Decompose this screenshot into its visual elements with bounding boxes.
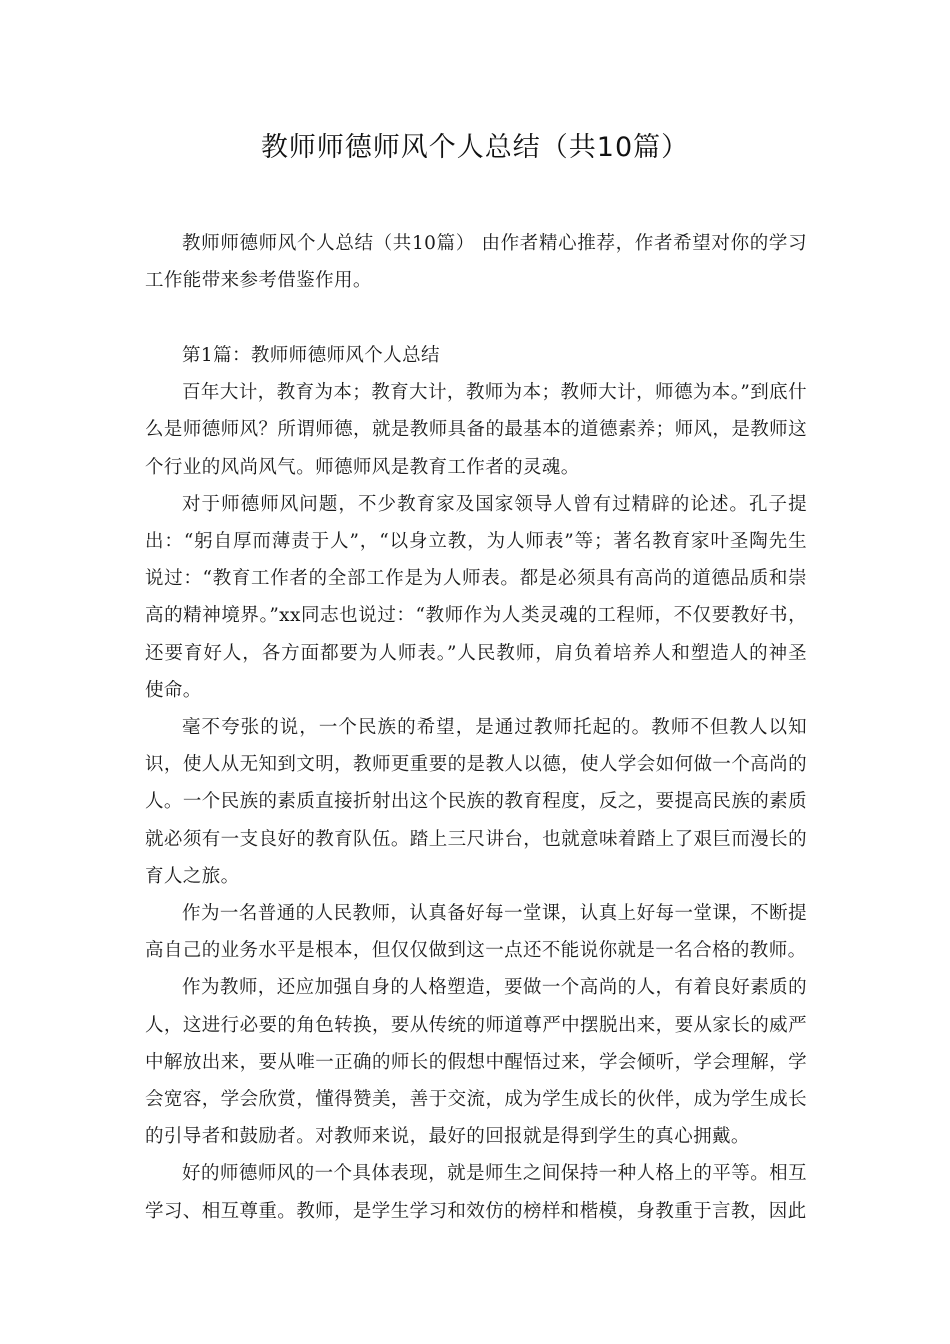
intro-paragraph: 教师师德师风个人总结（共10篇） 由作者精心推荐，作者希望对你的学习工作能带来参考借鉴作用。	[145, 233, 807, 292]
body-paragraph-6: 好的师德师风的一个具体表现，就是师生之间保持一种人格上的平等。相互学习、相互尊重。教师，是学生学习和效仿的榜样和楷模，身教重于言教，因此	[145, 1163, 807, 1222]
body-paragraph-1: 百年大计，教育为本；教育大计，教师为本；教师大计，师德为本。”到底什么是师德师风？所谓师德，就是教师具备的最基本的道德素养；师风，是教师这个行业的风尚风气。师德师风是教育工作者的灵魂。	[145, 382, 807, 478]
body-paragraph-4: 作为一名普通的人民教师，认真备好每一堂课，认真上好每一堂课，不断提高自己的业务水平是根本，但仅仅做到这一点还不能说你就是一名合格的教师。	[145, 903, 807, 962]
body-paragraph-2: 对于师德师风问题，不少教育家及国家领导人曾有过精辟的论述。孔子提出：“躬自厚而薄责于人”，“以身立教，为人师表”等；著名教育家叶圣陶先生说过：“教育工作者的全部工作是为人师表。都是必须具有高尚的道德品质和崇高的精神境界。”xx同志也说过：“教师作为人类灵魂的工程师，不仅要教好书，还要育好人，各方面都要为人师表。”人民教师，肩负着培养人和塑造人的神圣使命。	[145, 493, 807, 701]
article-body	[145, 337, 807, 1230]
intro-block	[145, 225, 807, 299]
document-title: 教师师德师风个人总结（共10篇）	[260, 132, 690, 163]
body-paragraph-3: 毫不夸张的说，一个民族的希望，是通过教师托起的。教师不但教人以知识，使人从无知到文明，教师更重要的是教人以德，使人学会如何做一个高尚的人。一个民族的素质直接折射出这个民族的教育程度，反之，要提高民族的素质就必须有一支良好的教育队伍。踏上三尺讲台，也就意味着踏上了艰巨而漫长的育人之旅。	[145, 717, 807, 887]
section-heading: 第1篇：教师师德师风个人总结	[182, 345, 440, 366]
body-paragraph-5: 作为教师，还应加强自身的人格塑造，要做一个高尚的人，有着良好素质的人，这进行必要的角色转换，要从传统的师道尊严中摆脱出来，要从家长的威严中解放出来，要从唯一正确的师长的假想中醒悟过来，学会倾听，学会理解，学会宽容，学会欣赏，懂得赞美，善于交流，成为学生成长的伙伴，成为学生成长的引导者和鼓励者。对教师来说，最好的回报就是得到学生的真心拥戴。	[145, 977, 807, 1148]
